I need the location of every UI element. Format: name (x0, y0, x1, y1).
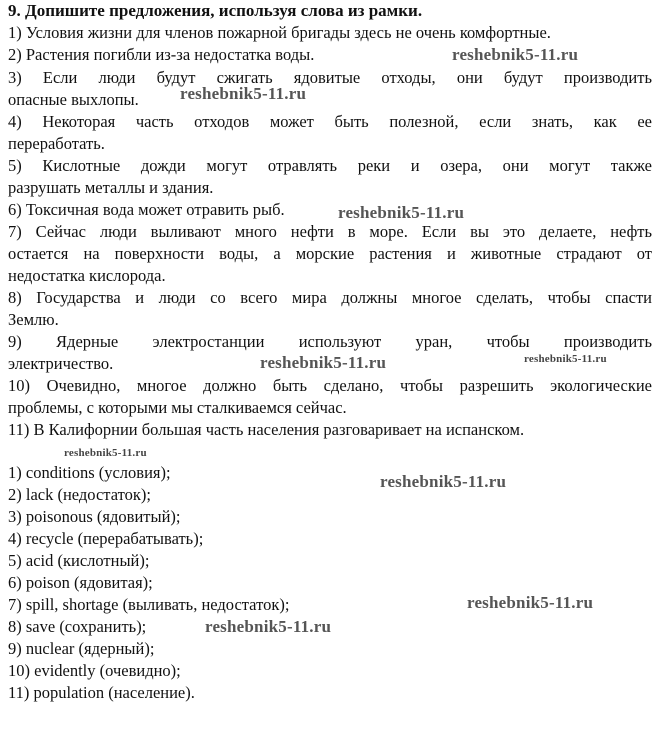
sentence-2: 2) Растения погибли из-за недостатка воды. (8, 45, 315, 64)
answer-4: 4) recycle (перерабатывать); (8, 529, 204, 548)
sentence-5-line-1: 5) Кислотные дожди могут отравлять реки и озера, они могут также (8, 156, 652, 175)
watermark: reshebnik5-11.ru (64, 447, 147, 459)
sentence-9-line-1: 9) Ядерные электростанции используют уран, чтобы производить (8, 332, 652, 351)
sentence-4-line-2: переработать. (8, 134, 105, 153)
sentence-10-line-1: 10) Очевидно, многое должно быть сделано, чтобы разрешить экологические (8, 376, 652, 395)
watermark: reshebnik5-11.ru (180, 84, 307, 103)
answer-1: 1) conditions (условия); (8, 463, 171, 482)
answer-2: 2) lack (недостаток); (8, 485, 151, 504)
answer-10: 10) evidently (очевидно); (8, 661, 181, 680)
watermark: reshebnik5-11.ru (260, 353, 387, 372)
answer-11: 11) population (население). (8, 683, 195, 702)
exercise-title: 9. Допишите предложения, используя слова из рамки. (8, 1, 423, 20)
sentence-6: 6) Токсичная вода может отравить рыб. (8, 200, 285, 219)
sentence-7-line-3: недостатка кислорода. (8, 266, 166, 285)
answer-8: 8) save (сохранить); (8, 617, 147, 636)
watermark: reshebnik5-11.ru (524, 353, 607, 365)
answer-5: 5) acid (кислотный); (8, 551, 150, 570)
sentence-11: 11) В Калифорнии большая часть населения разговаривает на испанском. (8, 420, 525, 439)
sentence-3-line-1: 3) Если люди будут сжигать ядовитые отходы, они будут производить (8, 68, 652, 87)
sentence-7-line-2: остается на поверхности воды, а морские растения и животные страдают от (8, 244, 652, 263)
watermark: reshebnik5-11.ru (205, 617, 332, 636)
answer-9: 9) nuclear (ядерный); (8, 639, 155, 658)
watermark: reshebnik5-11.ru (380, 472, 507, 491)
sentence-5-line-2: разрушать металлы и здания. (8, 178, 214, 197)
sentence-4-line-1: 4) Некоторая часть отходов может быть полезной, если знать, как ее (8, 112, 652, 131)
sentence-9-line-2: электричество. (8, 354, 114, 373)
sentence-7-line-1: 7) Сейчас люди выливают много нефти в море. Если вы это делаете, нефть (8, 222, 652, 241)
sentence-1: 1) Условия жизни для членов пожарной бригады здесь не очень комфортные. (8, 23, 551, 42)
answer-3: 3) poisonous (ядовитый); (8, 507, 181, 526)
sentence-10-line-2: проблемы, с которыми мы сталкиваемся сейчас. (8, 398, 347, 417)
sentence-3-line-2: опасные выхлопы. (8, 90, 139, 109)
sentence-8-line-1: 8) Государства и люди со всего мира должны многое сделать, чтобы спасти (8, 288, 652, 307)
answer-6: 6) poison (ядовитая); (8, 573, 153, 592)
watermark: reshebnik5-11.ru (338, 203, 465, 222)
watermark: reshebnik5-11.ru (467, 593, 594, 612)
watermark: reshebnik5-11.ru (452, 45, 579, 64)
answer-7: 7) spill, shortage (выливать, недостаток); (8, 595, 290, 614)
sentence-8-line-2: Землю. (8, 310, 59, 329)
